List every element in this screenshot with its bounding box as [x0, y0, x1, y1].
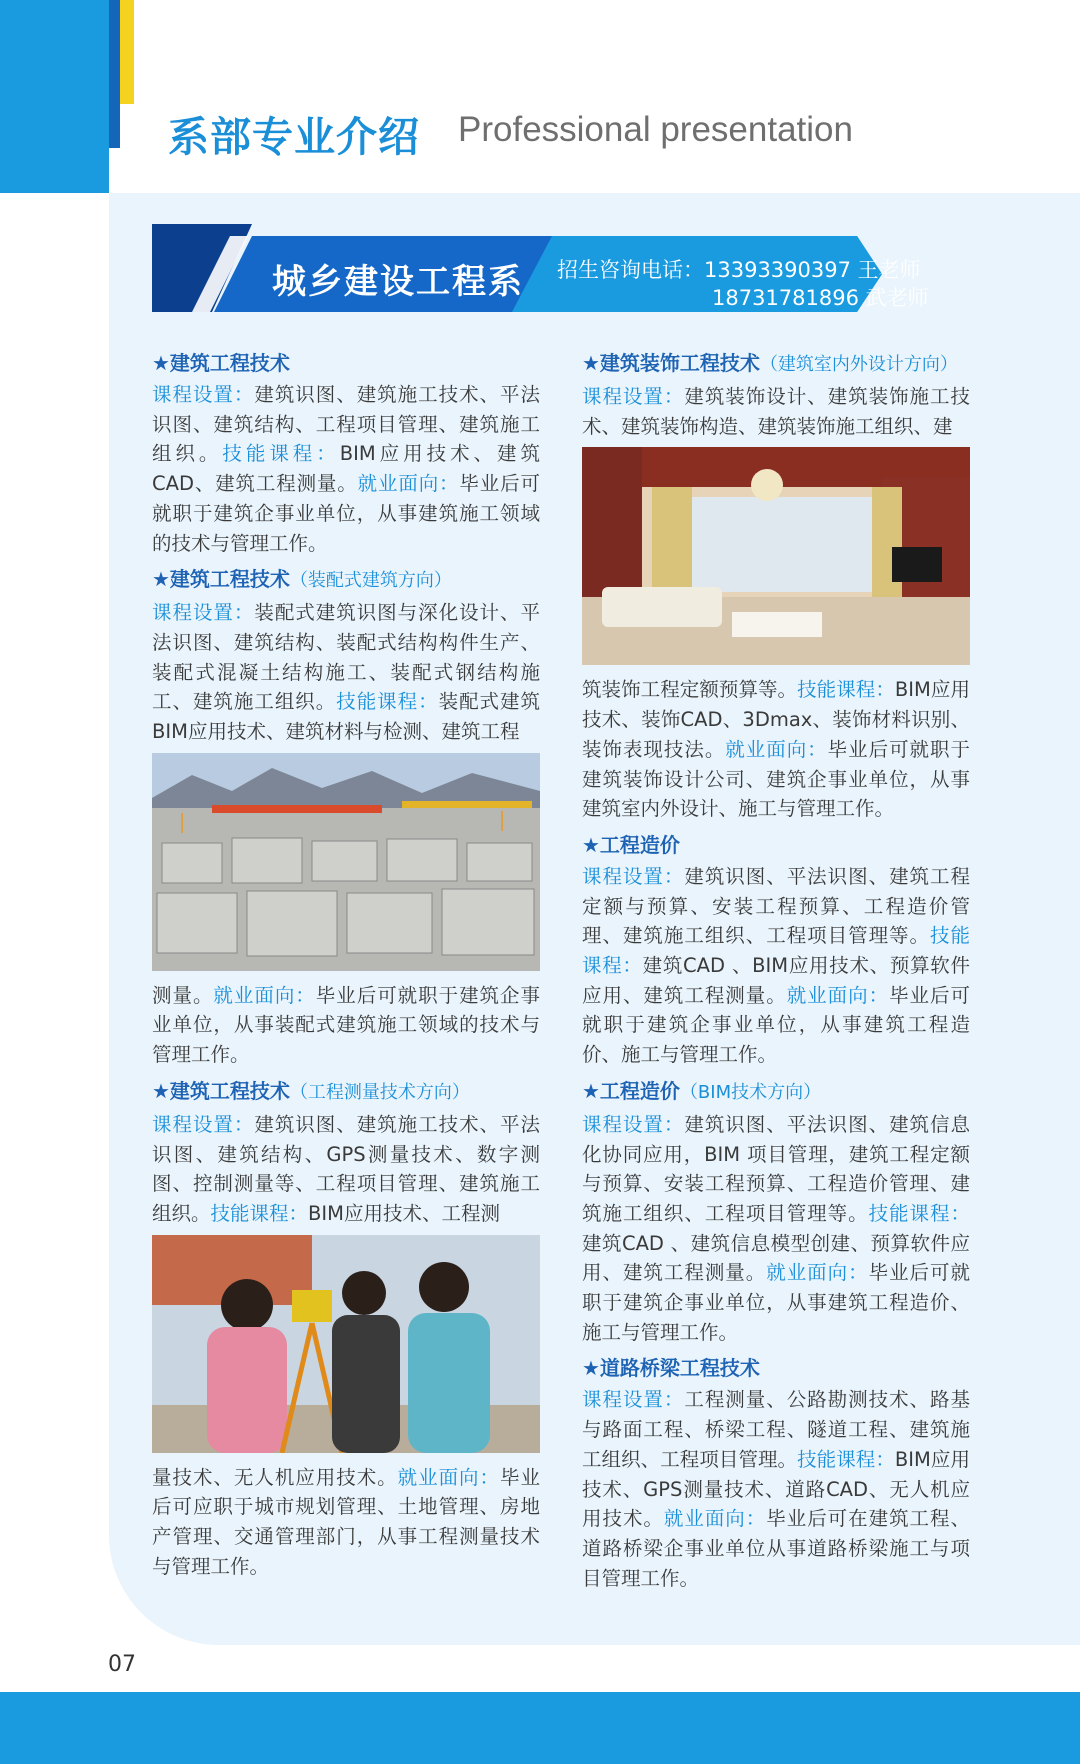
major-direction: （装配式建筑方向） [289, 570, 452, 592]
department-name: 城乡建设工程系 [272, 262, 524, 302]
skills-text: BIM应用技术、GPS测量技术、道路CAD、无人机应用技术。 [582, 1447, 970, 1531]
footer-bar [0, 1692, 1080, 1764]
skills-text-continued: 测量。 [152, 983, 214, 1007]
keyword-courses: 课程设置： [152, 383, 255, 406]
major-title [582, 1351, 970, 1385]
skills-text: 建筑CAD 、建筑信息模型创建、预算软件应用、建筑工程测量。 [582, 1231, 970, 1285]
keyword-skills: 技能课程： [868, 1201, 970, 1225]
left-column [152, 346, 540, 1581]
major-description-continued [582, 675, 970, 824]
major-title [582, 1074, 970, 1110]
major-direction: （工程测量技术方向） [289, 1081, 470, 1103]
courses-text: 建筑识图、建筑施工技术、平法识图、建筑结构、工程项目管理、建筑施工组织。 [152, 383, 540, 466]
employment-text: 毕业后可在建筑工程、道路桥梁企事业单位从事道路桥梁施工与项目管理工作。 [582, 1507, 970, 1590]
keyword-skills: 技能课程： [210, 1201, 309, 1225]
employment-text: 毕业后可就职于建筑企事业单位，从事装配式建筑施工领域的技术与管理工作。 [152, 983, 540, 1067]
keyword-skills: 技能课程： [797, 1447, 895, 1471]
employment-text: 毕业后可就职于建筑装饰设计公司、建筑企事业单位，从事建筑室内外设计、施工与管理工作。 [582, 737, 970, 821]
top-dark-strip [109, 0, 120, 148]
major-direction: （BIM技术方向） [679, 1081, 822, 1103]
interior-design-photo [582, 447, 970, 665]
keyword-employment: 就业面向： [663, 1507, 767, 1531]
skills-text: BIM应用技术、装饰CAD、3Dmax、装饰材料识别、装饰表现技法。 [582, 678, 970, 761]
major-title [582, 346, 970, 382]
courses-text-continued: 筑装饰工程定额预算等。 [582, 678, 798, 702]
major-description [582, 382, 970, 441]
major-title-text: ★建筑装饰工程技术 [582, 351, 760, 375]
major-title [582, 828, 970, 862]
precast-factory-photo [152, 753, 540, 971]
keyword-employment: 就业面向： [213, 983, 316, 1007]
admission-phone-line-1: 招生咨询电话：13393390397 王老师 [557, 258, 921, 282]
major-description [582, 1110, 970, 1348]
major-description [582, 862, 970, 1070]
keyword-employment: 就业面向： [786, 983, 890, 1007]
keyword-employment: 就业面向： [357, 472, 460, 496]
page-number: 07 [108, 1652, 136, 1677]
skills-text-continued: 量技术、无人机应用技术。 [152, 1465, 398, 1489]
top-yellow-accent [120, 0, 134, 104]
keyword-courses: 课程设置： [152, 601, 255, 625]
employment-text: 毕业后可就职于建筑企事业单位，从事建筑工程造价、施工与管理工作。 [582, 983, 970, 1067]
right-column [582, 346, 970, 1593]
major-title-text: ★道路桥梁工程技术 [582, 1356, 760, 1381]
skills-text: BIM应用技术、建筑CAD、建筑工程测量。 [152, 442, 540, 496]
skills-text: 建筑CAD 、BIM应用技术、预算软件应用、建筑工程测量。 [582, 954, 970, 1007]
keyword-employment: 就业面向： [766, 1261, 869, 1285]
major-title-text: ★工程造价 [582, 832, 680, 857]
keyword-courses: 课程设置： [582, 1388, 685, 1412]
keyword-skills: 技能课程： [222, 442, 340, 466]
page-title-english: Professional presentation [458, 110, 853, 149]
keyword-courses: 课程设置： [152, 1112, 255, 1136]
employment-text: 毕业后可就职于建筑企事业单位，从事建筑施工领域的技术与管理工作。 [152, 472, 540, 555]
major-title [152, 1074, 540, 1110]
surveying-students-photo [152, 1235, 540, 1453]
keyword-employment: 就业面向： [725, 737, 828, 761]
courses-text: 建筑识图、建筑施工技术、平法识图、建筑结构、GPS测量技术、数字测图、控制测量等、工程项目管理、建筑施工组织。 [152, 1112, 540, 1225]
admission-phone-line-2: 18731781896 武老师 [712, 286, 929, 310]
major-title-text: ★建筑工程技术 [152, 351, 290, 375]
employment-text: 毕业后可应职于城市规划管理、土地管理、房地产管理、交通管理部门，从事工程测量技术与管理工作。 [152, 1465, 540, 1578]
keyword-skills: 技能课程： [582, 924, 970, 978]
major-description-continued [152, 1463, 540, 1582]
keyword-courses: 课程设置： [582, 1112, 685, 1136]
courses-text: 建筑识图、平法识图、建筑工程定额与预算、安装工程预算、工程造价管理、建筑施工组织、工程项目管理等。 [582, 864, 970, 948]
major-title-text: ★建筑工程技术 [152, 567, 290, 592]
courses-text: 装配式建筑识图与深化设计、平法识图、建筑结构、装配式结构构件生产、装配式混凝土结构施工、装配式钢结构施工、建筑施工组织。 [152, 601, 540, 714]
page-title: 系部专业介绍 [168, 113, 420, 161]
major-description-continued [152, 981, 540, 1070]
courses-text: 工程测量、公路勘测技术、路基与路面工程、桥梁工程、隧道工程、建筑施工组织、工程项目管理。 [582, 1388, 970, 1471]
courses-text: 建筑识图、平法识图、建筑信息化协同应用，BIM 项目管理，建筑工程定额与预算、安装工程预算、工程造价管理、建筑施工组织、工程项目管理等。 [582, 1112, 970, 1225]
keyword-skills: 技能课程： [797, 678, 895, 702]
major-title-text: ★工程造价 [582, 1078, 680, 1103]
major-description [152, 1110, 540, 1229]
major-description [152, 598, 540, 747]
keyword-employment: 就业面向： [397, 1465, 500, 1489]
skills-text: 装配式建筑BIM应用技术、建筑材料与检测、建筑工程 [152, 690, 540, 744]
major-title-text: ★建筑工程技术 [152, 1078, 290, 1103]
major-description [152, 380, 540, 558]
courses-text: 建筑装饰设计、建筑装饰施工技术、建筑装饰构造、建筑装饰施工组织、建 [582, 385, 970, 438]
major-title [152, 562, 540, 598]
keyword-courses: 课程设置： [582, 864, 685, 888]
keyword-courses: 课程设置： [582, 385, 685, 408]
keyword-skills: 技能课程： [336, 690, 439, 714]
major-title [152, 346, 540, 380]
top-left-blue-block [0, 0, 109, 193]
skills-text: BIM应用技术、工程测 [308, 1201, 500, 1225]
major-direction: （建筑室内外设计方向） [759, 354, 958, 375]
employment-text: 毕业后可就职于建筑企事业单位，从事建筑工程造价、施工与管理工作。 [582, 1261, 970, 1344]
major-description [582, 1385, 970, 1593]
